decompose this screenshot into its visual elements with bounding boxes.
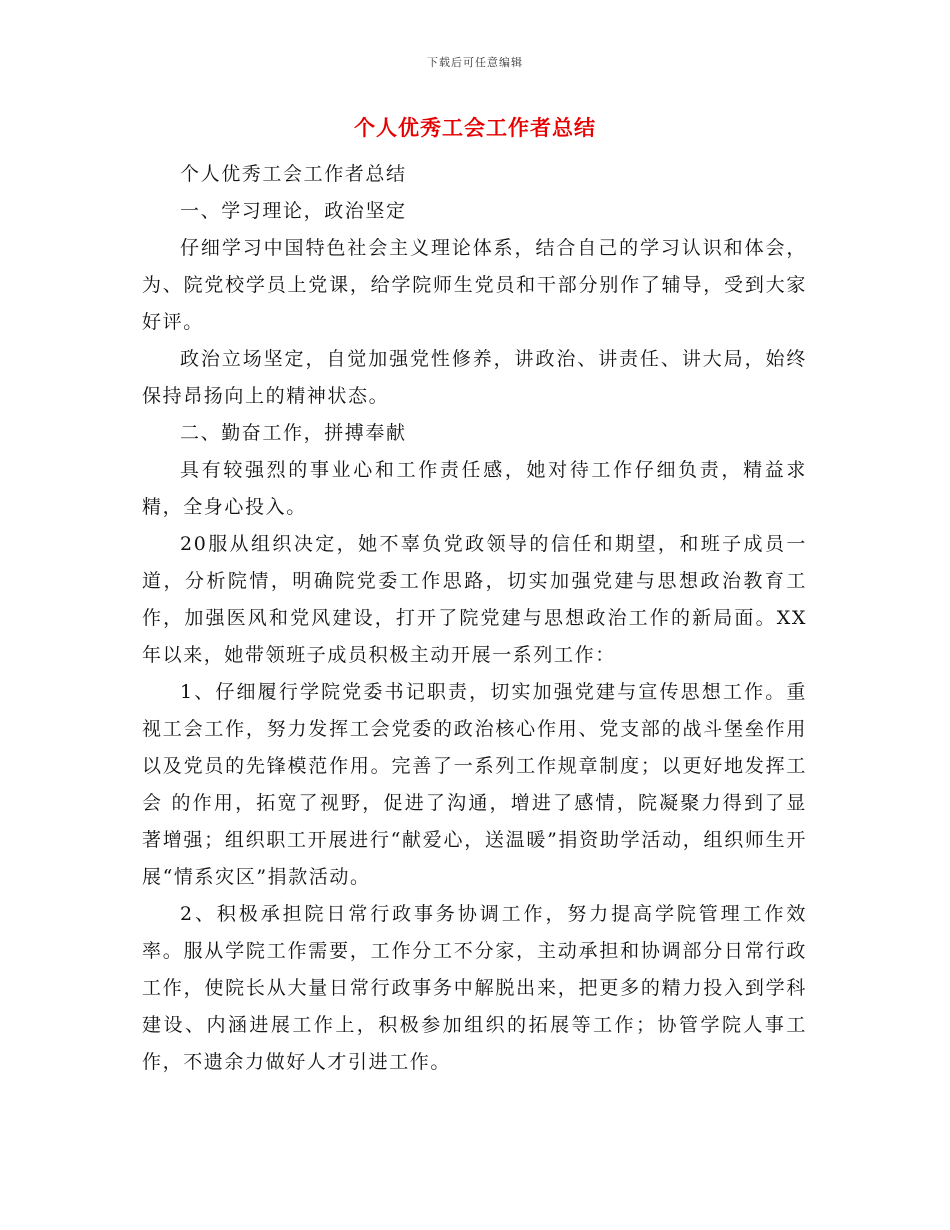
paragraph: 2、积极承担院日常行政事务协调工作，努力提高学院管理工作效率。服从学院工作需要，工作分工不分家，主动承担和协调部分日常行政工作，使院长从大量日常行政事务中解脱出来，把更多的精力投入到学科建设、内涵进展工作上，积极参加组织的拓展等工作；协管学院人事工作，不遗余力做好人才引进工作。	[142, 903, 807, 1073]
section-heading-1: 一、学习理论，政治坚定	[180, 200, 407, 222]
section-heading-2: 二、勤奋工作，拼搏奉献	[180, 422, 407, 444]
document-body	[142, 156, 807, 1081]
paragraph: 具有较强烈的事业心和工作责任感，她对待工作仔细负责，精益求精，全身心投入。	[142, 459, 807, 518]
paragraph: 政治立场坚定，自觉加强党性修养，讲政治、讲责任、讲大局，始终保持昂扬向上的精神状态。	[142, 348, 807, 407]
paragraph: 20服从组织决定，她不辜负党政领导的信任和期望，和班子成员一道，分析院情，明确院党委工作思路，切实加强党建与思想政治教育工作，加强医风和党风建设，打开了院党建与思想政治工作的新局面。XX年以来，她带领班子成员积极主动开展一系列工作：	[142, 533, 807, 666]
header-note: 下载后可任意编辑	[427, 56, 523, 69]
paragraph-subtitle: 个人优秀工会工作者总结	[180, 163, 407, 185]
paragraph: 仔细学习中国特色社会主义理论体系，结合自己的学习认识和体会，为、院党校学员上党课，给学院师生党员和干部分别作了辅导，受到大家好评。	[142, 237, 807, 333]
paragraph: 1、仔细履行学院党委书记职责，切实加强党建与宣传思想工作。重视工会工作，努力发挥工会党委的政治核心作用、党支部的战斗堡垒作用以及党员的先锋模范作用。完善了一系列工作规章制度；以更好地发挥工会 的作用，拓宽了视野，促进了沟通，增进了感情，院凝聚力得到了显著增强；组织职工开展进行“献爱心，送温暖”捐资助学活动，组织师生开展“情系灾区”捐款活动。	[142, 681, 807, 888]
document-title: 个人优秀工会工作者总结	[354, 115, 596, 140]
